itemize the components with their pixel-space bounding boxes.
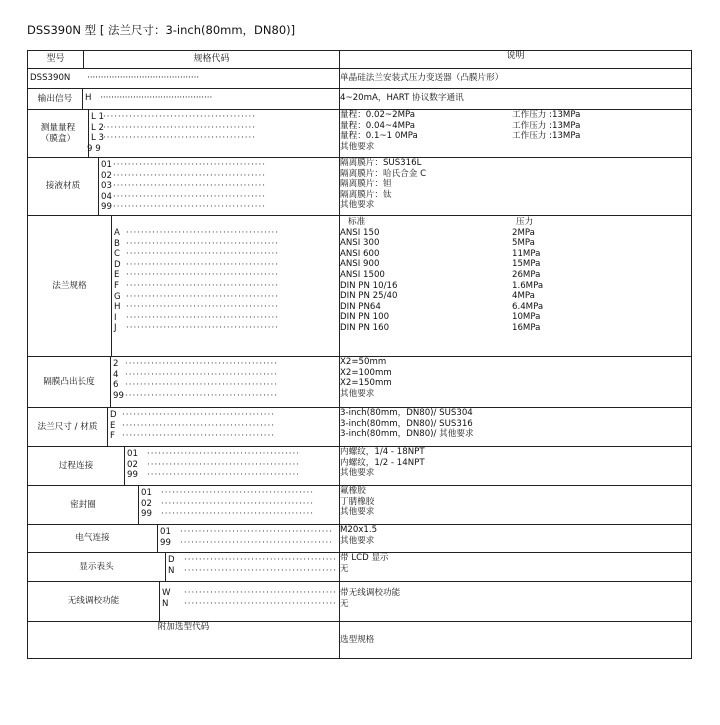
flange-header-standard: 标准 [348,217,366,227]
wetted-code: 04 [101,191,112,202]
range-pressure: 工作压力 :13MPa [512,131,581,142]
wireless-desc: 无 [340,598,349,609]
extension-desc: X2=150mm [340,378,392,389]
range-code: L 2 [91,122,104,133]
output-label: 输出信号 [28,89,83,109]
dot-leader: ········································· [147,449,300,459]
dot-leader: ········································· [147,459,300,470]
range-code: L 3 [91,133,104,144]
electrical-desc: M20x1.5 [340,525,378,535]
dot-leader: ········································· [113,202,266,213]
dot-leader: ········································· [125,380,278,391]
electrical-code: 99 [160,537,171,548]
dot-leader: ········································· [125,369,278,380]
wetted-code: 03 [101,181,112,192]
flange-pressure: 11MPa [512,248,541,259]
flange-code: A [114,228,120,238]
electrical-code: 01 [160,527,171,537]
dot-leader: ········································· [180,527,333,537]
dot-leader: ········································· [103,112,256,122]
dot-leader: ········································· [184,598,337,609]
wetted-code: 99 [101,202,112,213]
flange-pressure: 1.6MPa [512,280,544,291]
row-seal [28,486,692,525]
dot-leader: ········································· [125,390,278,401]
size-desc: 3-inch(80mm，DN80)/ SUS304 [340,408,473,418]
flange-code: H [114,302,121,313]
seal-code: 02 [141,498,152,509]
flange-code: B [114,238,120,249]
row-extension [28,357,692,408]
header-desc: 说明 [340,51,692,69]
flange-code: E [114,270,120,281]
seal-desc: 丁腈橡胶 [340,496,375,507]
row-electrical [28,525,692,553]
dot-leader: ········································· [103,133,256,144]
flange-pressure: 15MPa [512,259,541,270]
flange-standard: DIN PN 25/40 [340,291,398,302]
extension-desc: X2=50mm [340,357,387,367]
size-label: 法兰尺寸 / 材质 [28,408,108,446]
size-desc: 3-inch(80mm，DN80)/ 其他要求 [340,429,474,440]
dot-leader: ········································· [113,181,266,192]
range-pressure: 工作压力 :13MPa [512,120,581,131]
dot-leader: ········································· [113,170,266,181]
dot-leader: ········································· [126,228,279,238]
dot-leader: ········································· [161,488,314,498]
process-code: 02 [127,459,138,470]
flange-code: G [114,291,121,302]
process-desc: 内螺纹，1/4 - 18NPT [340,447,425,457]
range-code: L 1 [91,112,104,122]
dot-leader: ········································· [100,93,213,103]
wireless-code: W [162,588,171,598]
dot-leader: ········································· [126,238,279,249]
dot-leader: ········································· [184,555,337,565]
dot-leader: ········································· [180,537,333,548]
flange-standard: ANSI 900 [340,259,380,270]
dot-leader: ········································· [161,498,314,509]
model-desc: 单晶硅法兰安装式压力变送器（凸膜片形） [340,69,692,89]
extension-code: 4 [113,369,119,380]
wetted-desc: 隔离膜片：钛 [340,189,392,200]
row-display [28,553,692,582]
flange-standard: ANSI 600 [340,248,380,259]
wireless-label: 无线调校功能 [28,582,160,621]
process-label: 过程连接 [28,447,125,485]
size-code: F [110,431,115,442]
size-code: D [110,410,117,420]
flange-pressure: 10MPa [512,312,541,323]
dot-leader: ········································· [126,312,279,323]
extension-desc: X2=100mm [340,367,392,378]
flange-header-pressure: 压力 [516,217,534,227]
dot-leader: ········································· [125,359,278,369]
flange-code: J [114,323,117,334]
model-code: DSS390N [30,73,71,83]
row-options [28,622,692,659]
dot-leader: ········································· [126,259,279,270]
electrical-desc: 其他要求 [340,535,375,546]
output-desc: 4~20mA，HART 协议数字通讯 [340,89,692,110]
dot-leader: ········································· [103,122,256,133]
flange-standard: ANSI 1500 [340,269,385,280]
flange-code: I [114,312,117,323]
display-label: 显示表头 [28,553,166,581]
display-desc: 带 LCD 显示 [340,553,389,563]
wetted-code: 02 [101,170,112,181]
dot-leader: ········································· [126,249,279,260]
range-label-sub: （膜盒） [40,133,76,144]
dot-leader: ········································· [147,470,300,481]
flange-pressure: 16MPa [512,322,541,333]
flange-code: D [114,259,121,270]
range-pressure: 工作压力 :13MPa [512,110,581,120]
page-title: DSS390N 型 [ 法兰尺寸：3-inch(80mm，DN80)] [27,23,296,37]
options-desc: 选型规格 [340,622,692,659]
dot-leader: ········································· [126,280,279,291]
range-desc: 量程：0.02~2MPa [340,110,416,120]
header-type: 型号 [28,51,84,68]
seal-code: 01 [141,488,152,498]
wetted-desc: 隔离膜片：SUS316L [340,158,422,168]
flange-pressure: 6.4MPa [512,301,544,312]
range-desc: 量程：0.1~1 0MPa [340,131,418,142]
display-desc: 无 [340,563,349,574]
dot-leader: ········································· [126,323,279,334]
header-code: 规格代码 [193,54,230,65]
dot-leader: ········································· [126,302,279,313]
dot-leader: ········································· [161,509,314,520]
flange-standard: ANSI 150 [340,227,380,238]
row-model [28,69,692,89]
flange-standard: DIN PN 160 [340,322,390,333]
dot-leader: ········································· [126,291,279,302]
flange-pressure: 4MPa [512,291,535,302]
dot-leader: ········································· [113,160,266,170]
flange-code: C [114,249,121,260]
wetted-desc: 隔离膜片：钽 [340,179,392,190]
extension-code: 2 [113,359,119,369]
extension-desc: 其他要求 [340,388,375,399]
process-code: 01 [127,449,138,459]
row-size [28,408,692,447]
range-desc: 量程：0.04~4MPa [340,120,416,131]
output-code: H [85,93,92,103]
flange-standard: DIN PN 100 [340,312,390,323]
flange-pressure: 2MPa [512,227,535,238]
display-code: D [168,555,175,565]
display-code: N [168,565,175,576]
row-range [28,110,692,158]
wireless-desc: 带无线调校功能 [340,588,401,598]
process-code: 99 [127,470,138,481]
flange-code: F [114,280,119,291]
options-label: 附加选型代码 [28,622,340,659]
row-process [28,447,692,486]
flange-label: 法兰规格 [28,216,112,356]
size-desc: 3-inch(80mm，DN80)/ SUS316 [340,418,473,429]
wireless-code: N [162,598,169,609]
row-output [28,89,692,110]
process-desc: 内螺纹，1/2 - 14NPT [340,457,425,468]
dot-leader: ········································· [122,431,275,442]
seal-code: 99 [141,509,152,520]
dot-leader: ········································· [184,565,337,576]
wetted-desc: 其他要求 [340,200,375,211]
extension-code: 6 [113,380,119,391]
dot-leader: ········································· [87,73,200,83]
spec-table [27,50,692,659]
seal-label: 密封圈 [28,486,139,524]
dot-leader: ········································· [126,270,279,281]
row-wetted [28,158,692,216]
extension-code: 99 [113,390,124,401]
size-code: E [110,420,116,431]
row-flange [28,216,692,357]
wetted-code: 01 [101,160,112,170]
table-header-row [28,51,692,69]
dot-leader: ········································· [122,420,275,431]
row-wireless [28,582,692,622]
range-code: 9 9 [87,143,101,154]
flange-pressure: 5MPa [512,238,535,249]
process-desc: 其他要求 [340,468,375,479]
wetted-desc: 隔离膜片：哈氏合金 C [340,168,427,179]
flange-standard: DIN PN64 [340,301,381,312]
extension-label: 隔膜凸出长度 [28,357,111,407]
dot-leader: ········································· [113,191,266,202]
flange-pressure: 26MPa [512,269,541,280]
electrical-label: 电气连接 [28,525,158,552]
range-desc: 其他要求 [340,141,375,152]
flange-standard: DIN PN 10/16 [340,280,398,291]
dot-leader: ········································· [122,410,275,420]
dot-leader: ········································· [184,588,337,598]
range-label: 测量量程 [40,122,76,133]
seal-desc: 其他要求 [340,507,375,518]
wetted-label: 接液材质 [28,158,99,215]
seal-desc: 氟橡胶 [340,486,366,496]
flange-standard: ANSI 300 [340,238,380,249]
